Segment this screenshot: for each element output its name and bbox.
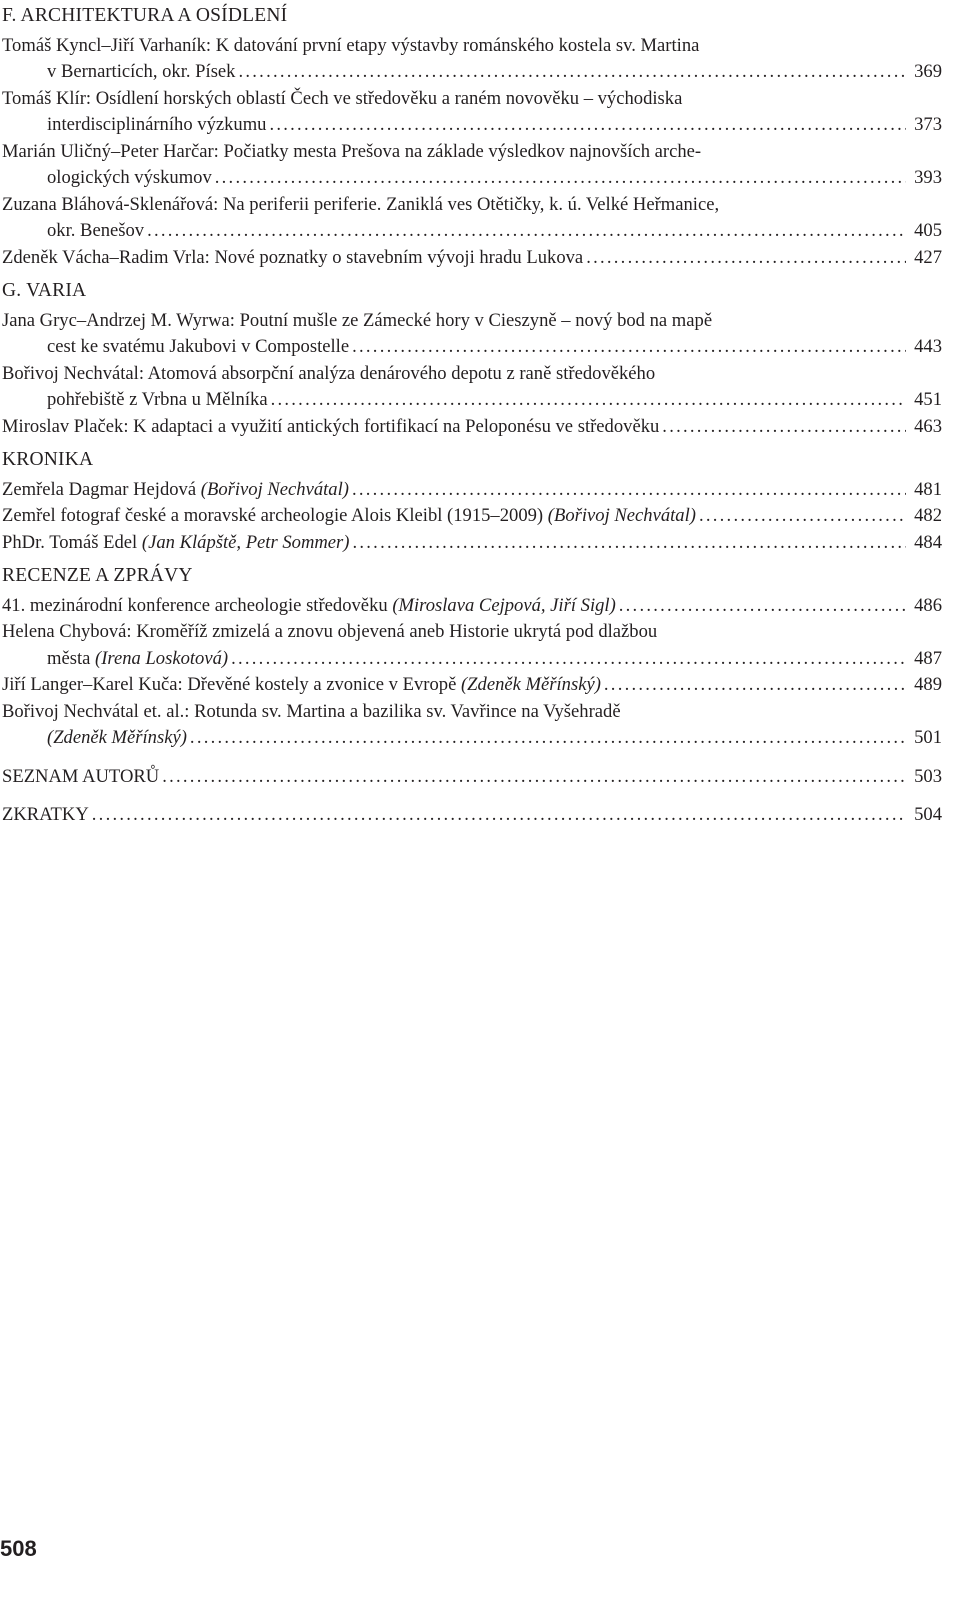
dot-leader <box>238 59 906 86</box>
toc-entry-reviewer: (Irena Loskotová) <box>95 647 229 669</box>
dot-leader <box>147 218 906 245</box>
toc-entry-page: 373 <box>914 114 942 135</box>
toc-entry-page: 451 <box>914 389 942 410</box>
toc-entry-title-text: cest ke svatému Jakubovi v Compostelle <box>47 336 350 357</box>
toc-entry <box>2 764 942 791</box>
toc-entry-page: 487 <box>914 647 942 669</box>
page-number: 508 <box>0 1536 37 1561</box>
toc-entry-page: 369 <box>914 61 942 82</box>
toc-entry-title-text: okr. Benešov <box>47 220 145 241</box>
toc-entry <box>2 112 942 139</box>
toc-entry-page: 501 <box>914 727 942 748</box>
toc-entry-title <box>47 646 228 673</box>
toc-entry-title <box>2 245 583 272</box>
dot-leader <box>352 334 906 361</box>
toc-entry-title <box>47 165 212 192</box>
toc-entry-title-text: Zemřela Dagmar Hejdová <box>2 478 197 500</box>
toc-entry-page: 503 <box>914 765 942 787</box>
toc-entry-first-line: Marián Uličný–Peter Harčar: Počiatky mesta Prešova na základe výsledkov najnovších arche- <box>2 140 702 162</box>
toc-entry <box>2 646 942 673</box>
toc-entry-page: 482 <box>914 505 942 526</box>
toc-entry-title-text: Zemřel fotograf české a moravské archeologie Alois Kleibl (1915–2009) <box>2 505 544 526</box>
section-heading: KRONIKA <box>2 449 94 470</box>
dot-leader <box>604 672 906 699</box>
toc-entry-first-line: Bořivoj Nechvátal: Atomová absorpční analýza denárového depotu z raně středověkého <box>2 362 656 384</box>
table-of-contents <box>2 3 942 829</box>
toc-entry <box>2 672 942 699</box>
toc-entry <box>2 503 942 530</box>
toc-entry-reviewer: (Jan Klápště, Petr Sommer) <box>141 531 350 553</box>
dot-leader <box>352 477 906 504</box>
toc-entry-title-text: 41. mezinárodní konference archeologie středověku <box>2 594 388 616</box>
toc-entry-title <box>47 387 268 414</box>
toc-entry-title-text: Zdeněk Vácha–Radim Vrla: Nové poznatky o stavebním vývoji hradu Lukova <box>2 246 584 268</box>
toc-entry-title <box>47 334 349 361</box>
toc-entry-page: 489 <box>914 674 942 695</box>
toc-entry-title-text: ologických výskumov <box>47 167 212 188</box>
toc-entry <box>2 414 942 441</box>
toc-entry <box>2 245 942 272</box>
toc-entry-first-line: Bořivoj Nechvátal et. al.: Rotunda sv. Martina a bazilika sv. Vavřince na Vyšehradě <box>2 700 621 722</box>
toc-entry-reviewer: (Zdeněk Měřínský) <box>47 727 187 748</box>
dot-leader <box>586 245 906 272</box>
toc-entry-title <box>2 503 696 530</box>
toc-entry-reviewer: (Miroslava Cejpová, Jiří Sigl) <box>392 594 616 616</box>
toc-entry-title <box>2 764 159 791</box>
toc-entry <box>2 387 942 414</box>
toc-entry-title <box>47 112 266 139</box>
dot-leader <box>190 725 906 752</box>
toc-entry-first-line: Zuzana Bláhová-Sklenářová: Na periferii periferie. Zaniklá ves Otětičky, k. ú. Velké Heřmanice, <box>2 193 720 215</box>
toc-entry-title-text: města <box>47 647 91 669</box>
section-heading: RECENZE A ZPRÁVY <box>2 565 193 586</box>
toc-entry-first-line: Tomáš Kyncl–Jiří Varhaník: K datování první etapy výstavby románského kostela sv. Martina <box>2 34 700 56</box>
toc-entry-page: 463 <box>914 415 942 437</box>
toc-entry-title-text: v Bernarticích, okr. Písek <box>47 61 236 82</box>
toc-entry-page: 481 <box>914 478 942 500</box>
dot-leader <box>662 414 906 441</box>
toc-entry-reviewer: (Bořivoj Nechvátal) <box>200 478 349 500</box>
toc-entry-title <box>47 218 144 245</box>
toc-entry-page: 504 <box>914 804 942 825</box>
dot-leader <box>271 387 906 414</box>
section-heading: G. VARIA <box>2 280 87 301</box>
toc-entry <box>2 530 942 557</box>
toc-entry-title <box>47 59 235 86</box>
toc-entry-title-text: ZKRATKY <box>2 804 89 825</box>
toc-entry-page: 393 <box>914 167 942 188</box>
dot-leader <box>269 112 906 139</box>
toc-entry <box>2 218 942 245</box>
toc-entry-page: 405 <box>914 220 942 241</box>
toc-entry <box>2 334 942 361</box>
dot-leader <box>619 593 906 620</box>
toc-entry-title <box>2 477 349 504</box>
toc-entry <box>2 725 942 752</box>
toc-entry <box>2 59 942 86</box>
toc-entry-page: 427 <box>914 246 942 268</box>
toc-entry-title <box>47 725 187 752</box>
toc-entry-page: 443 <box>914 336 942 357</box>
toc-entry-title-text: SEZNAM AUTORŮ <box>2 765 160 787</box>
toc-entry-first-line: Tomáš Klír: Osídlení horských oblastí Čech ve středověku a raném novověku – východiska <box>2 87 683 109</box>
toc-entry-title-text: Jiří Langer–Karel Kuča: Dřevěné kostely a zvonice v Evropě <box>2 674 457 695</box>
toc-entry-page: 484 <box>914 531 942 553</box>
dot-leader <box>215 165 906 192</box>
toc-entry-reviewer: (Bořivoj Nechvátal) <box>547 505 696 526</box>
toc-entry-first-line: Jana Gryc–Andrzej M. Wyrwa: Poutní mušle ze Zámecké hory v Cieszyně – nový bod na mapě <box>2 309 713 331</box>
toc-entry-title <box>2 530 349 557</box>
toc-entry-title-text: Miroslav Plaček: K adaptaci a využití antických fortifikací na Peloponésu ve středověku <box>2 415 660 437</box>
toc-entry-reviewer: (Zdeněk Měřínský) <box>460 674 601 695</box>
dot-leader <box>352 530 906 557</box>
toc-entry-title <box>2 414 659 441</box>
dot-leader <box>162 764 906 791</box>
toc-entry-title <box>2 672 601 699</box>
toc-entry-title-text: PhDr. Tomáš Edel <box>2 531 138 553</box>
toc-entry <box>2 477 942 504</box>
section-heading: F. ARCHITEKTURA A OSÍDLENÍ <box>2 5 288 26</box>
toc-entry-title <box>2 802 89 829</box>
toc-entry <box>2 593 942 620</box>
toc-entry <box>2 165 942 192</box>
dot-leader <box>699 503 906 530</box>
dot-leader <box>92 802 906 829</box>
toc-entry-first-line: Helena Chybová: Kroměříž zmizelá a znovu objevená aneb Historie ukrytá pod dlažbou <box>2 621 658 642</box>
toc-entry-title-text: pohřebiště z Vrbna u Mělníka <box>47 389 268 410</box>
toc-entry <box>2 802 942 829</box>
toc-entry-title-text: interdisciplinárního výzkumu <box>47 114 267 135</box>
dot-leader <box>231 646 906 673</box>
toc-entry-page: 486 <box>914 594 942 616</box>
toc-entry-title <box>2 593 616 620</box>
